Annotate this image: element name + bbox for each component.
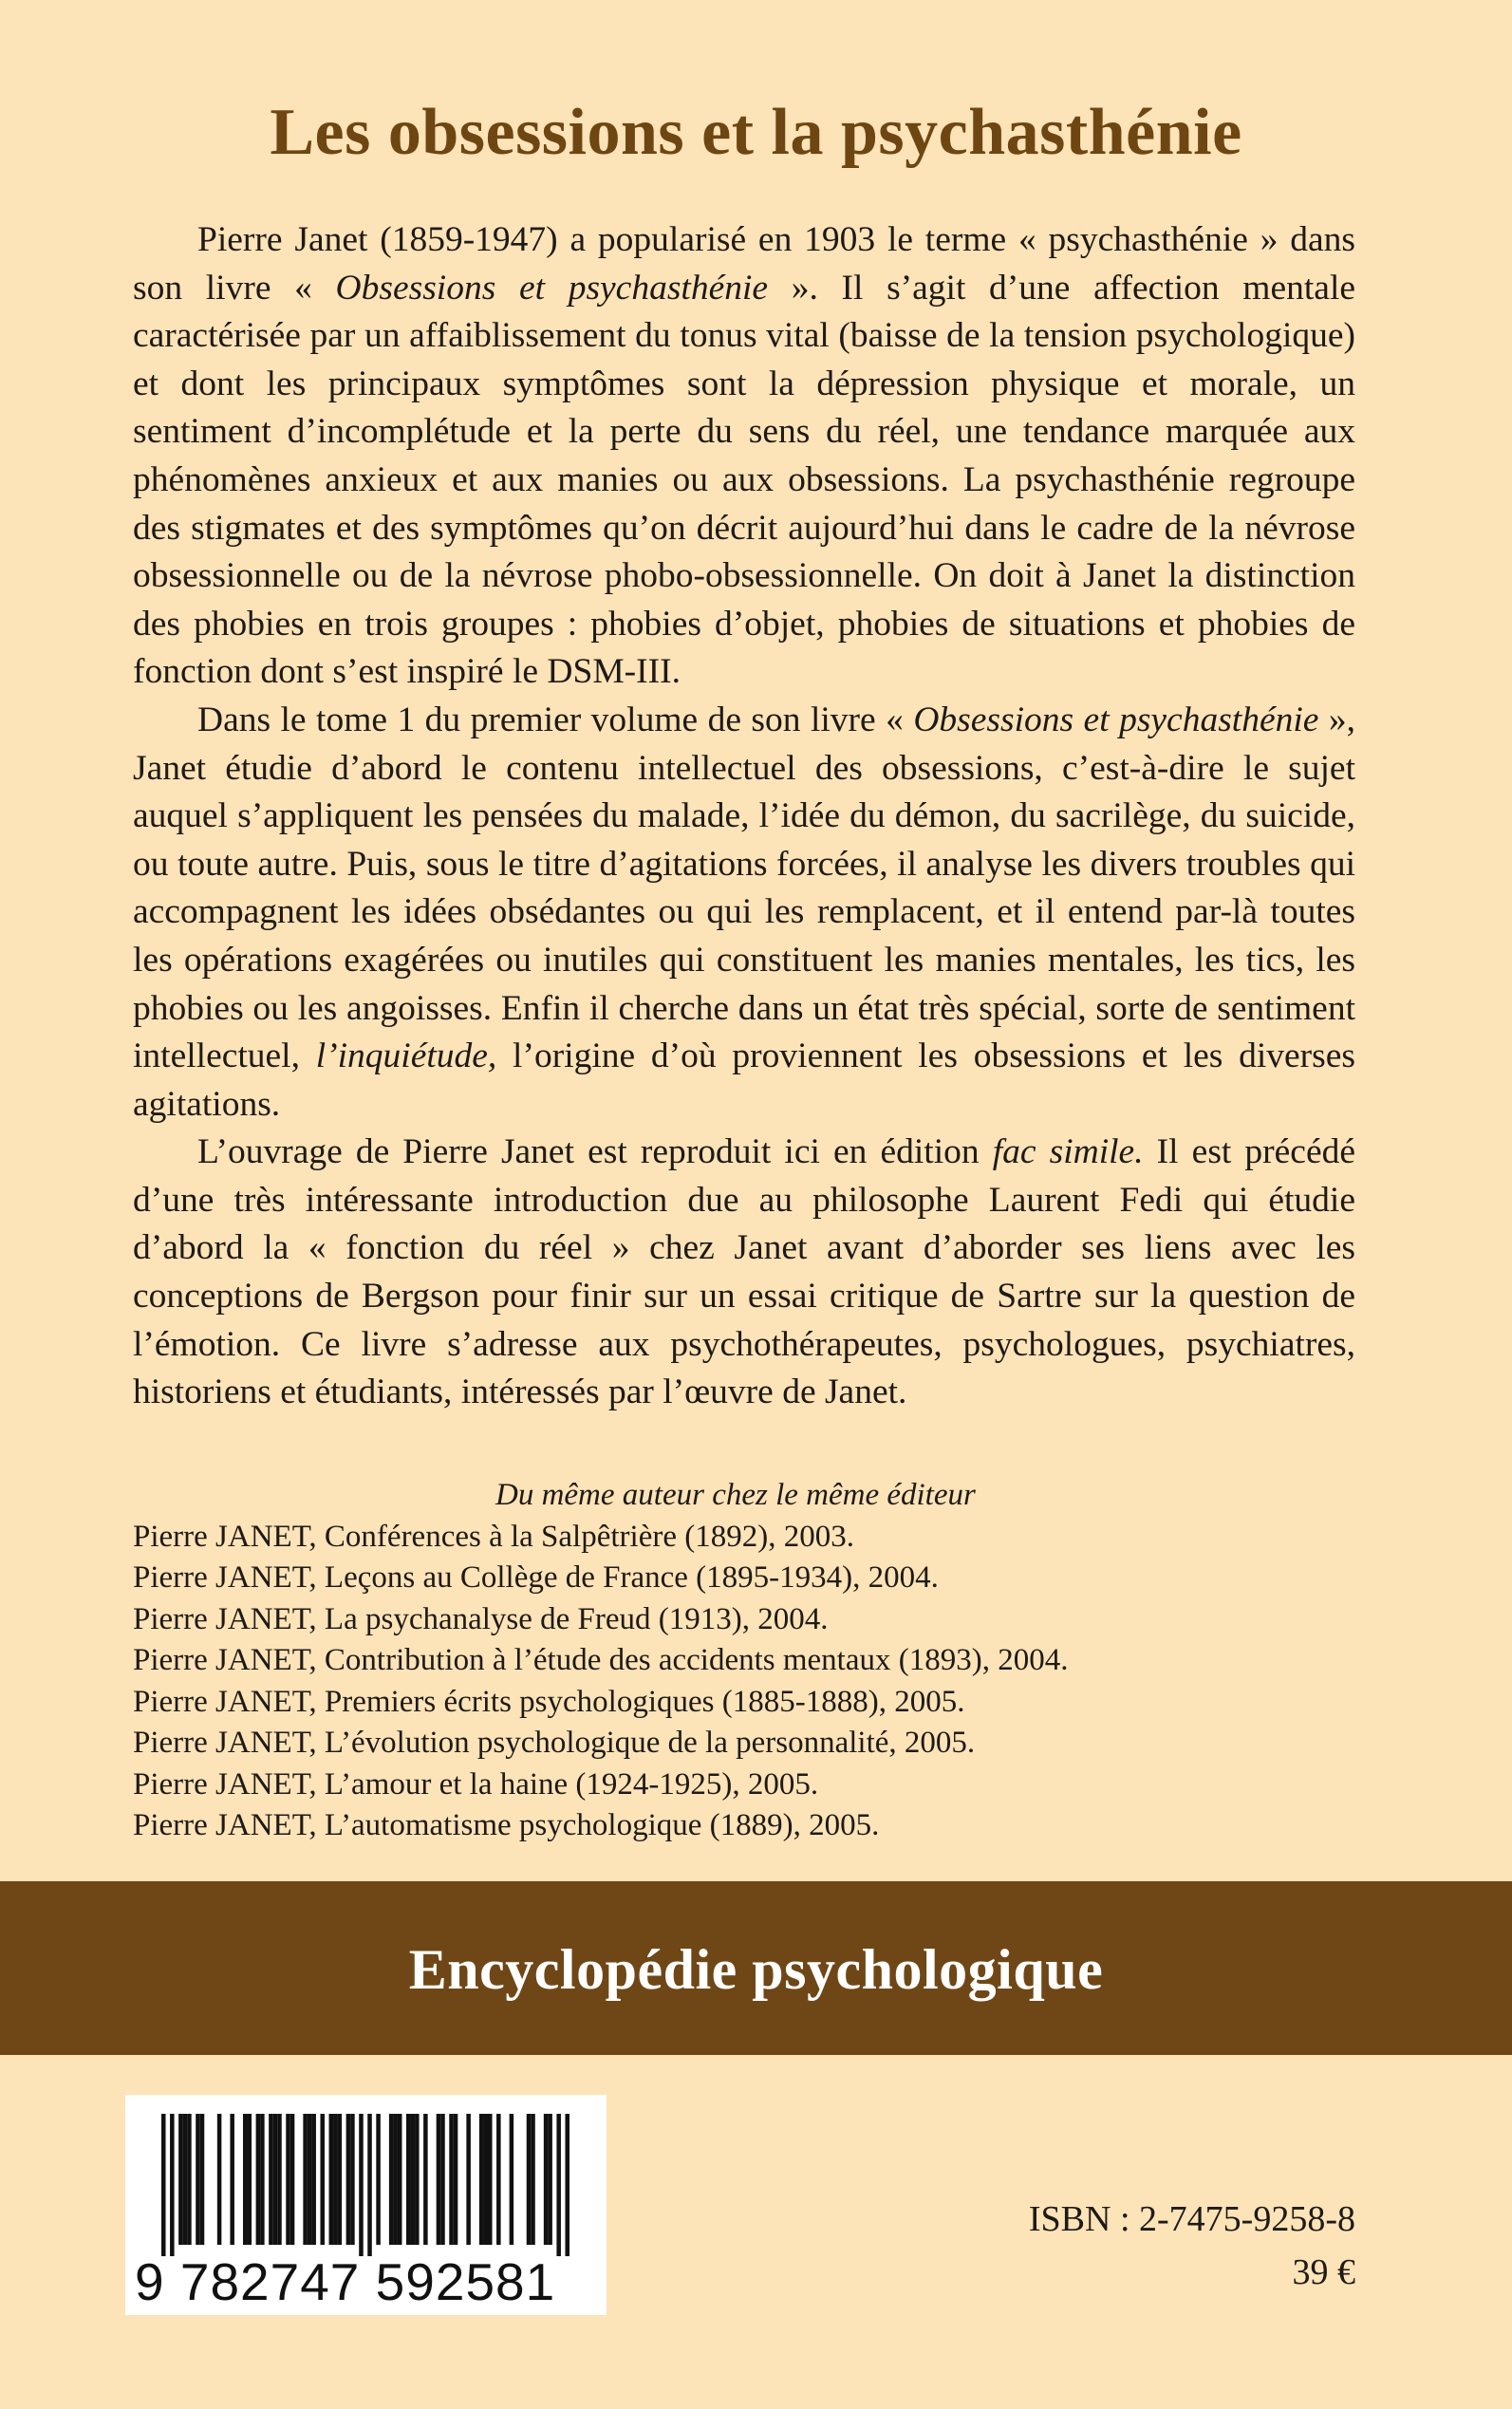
barcode-bar <box>243 2114 248 2245</box>
barcode-bar <box>415 2114 420 2245</box>
isbn: ISBN : 2-7475-9258-8 <box>1028 2199 1355 2239</box>
summary-paragraph <box>133 216 1355 697</box>
barcode-bar <box>303 2114 308 2245</box>
barcode-bar <box>290 2114 295 2245</box>
barcode-bar <box>565 2114 569 2256</box>
barcode-bar <box>548 2114 552 2245</box>
barcode-bar <box>556 2114 561 2256</box>
bibliography-item: Pierre JANET, L’évolution psychologique de la personnalité, 2005. <box>133 1726 976 1760</box>
bibliography-item: Pierre JANET, L’amour et la haine (1924-1925), 2005. <box>133 1766 819 1802</box>
barcode-bar <box>510 2114 514 2245</box>
barcode-bar <box>440 2114 445 2245</box>
barcode-bar <box>273 2114 278 2245</box>
barcode-bar <box>479 2114 484 2245</box>
barcode <box>125 2095 607 2315</box>
barcode-bar <box>393 2114 398 2245</box>
barcode-digits: 9 782747 592581 <box>135 2252 556 2311</box>
barcode-bar <box>196 2114 200 2245</box>
bibliography-list <box>133 1517 1367 1847</box>
bibliography-item: Pierre JANET, Conférences à la Salpêtrière (1892), 2003. <box>133 1519 854 1554</box>
barcode-bar <box>286 2114 290 2245</box>
barcode-bar <box>359 2114 364 2256</box>
italic-run: Obsessions et psychasthénie <box>913 700 1319 739</box>
bibliography-item: Pierre JANET, Premiers écrits psychologiques (1885-1888), 2005. <box>133 1684 965 1719</box>
barcode-bar <box>488 2114 493 2245</box>
text-run: », Janet étudie d’abord le contenu intellectuel des obsessions, c’est-à-dire le sujet auquel s’appliquent les pensées du malade, l’idée du démon, du sacrilège, du suicide, ou toute autre. Puis, sous le titre d’agitations forcées, il analyse les divers troubles qui accompagnent les idées obsédantes ou qui les remplacent, et il entend par-là toutes les opérations exagérées ou inutiles qui constituent les manies mentales, les tics, les phobies ou les angoisses. Enfin il cherche dans un état très spécial, sorte de sentiment intellectuel, <box>133 700 1356 1076</box>
barcode-bar <box>527 2114 532 2245</box>
barcode-bar <box>466 2114 471 2245</box>
page-title: Les obsessions et la psychasthénie <box>270 96 1242 169</box>
barcode-bar <box>423 2114 428 2245</box>
collection-title: Encyclopédie psychologique <box>408 1938 1104 2001</box>
barcode-bar <box>496 2114 501 2245</box>
barcode-bar <box>367 2114 372 2256</box>
text-run: ». Il s’agit d’une affection mentale caractérisée par un affaiblissement du tonus vital (baisse de la tension psychologique) et dont les principaux symptômes sont la dépression physique et morale, un sentiment d’incomplétude et la perte du sens du réel, une tendance marquée aux phénomènes anxieux et aux manies ou aux obsessions. La psychasthénie regroupe des stigmates et des symptômes qu’on décrit aujourd’hui dans le cadre de la névrose obsessionnelle ou de la névrose phobo-obsessionnelle. On doit à Janet la distinction des phobies en trois groupes : phobies d’objet, phobies de situations et phobies de fonction dont s’est inspiré le DSM-III. <box>133 268 1356 692</box>
barcode-bar <box>346 2114 351 2245</box>
barcode-bar <box>398 2114 402 2245</box>
barcode-bar <box>217 2114 222 2245</box>
price: 39 € <box>1292 2252 1355 2292</box>
barcode-bar <box>483 2114 488 2245</box>
barcode-bar <box>449 2114 454 2245</box>
barcode-bar <box>376 2114 381 2245</box>
barcode-bar <box>170 2114 175 2256</box>
barcode-bar <box>200 2114 205 2245</box>
italic-run: Obsessions et psychasthénie <box>335 268 769 308</box>
text-run: Dans le tome 1 du premier volume de son livre « <box>197 700 914 739</box>
summary-paragraph <box>133 1129 1355 1417</box>
barcode-bars <box>161 2114 569 2256</box>
barcode-bar <box>311 2114 316 2245</box>
barcode-bar <box>178 2114 183 2245</box>
barcode-bar <box>183 2114 188 2245</box>
barcode-bar <box>308 2114 312 2245</box>
bibliography-item: Pierre JANET, L’automatisme psychologique (1889), 2005. <box>133 1808 880 1842</box>
barcode-bar <box>256 2114 261 2245</box>
bibliography-item: Pierre JANET, La psychanalyse de Freud (1913), 2004. <box>133 1601 829 1636</box>
barcode-bar <box>260 2114 265 2245</box>
barcode-bar <box>411 2114 416 2245</box>
summary-text <box>133 216 1355 1417</box>
barcode-bar <box>269 2114 273 2245</box>
italic-run: l’inquiétude, <box>315 1036 497 1076</box>
text-run: L’ouvrage de Pierre Janet est reproduit ici en édition <box>197 1132 993 1172</box>
italic-run: fac simile. <box>992 1132 1144 1172</box>
barcode-bar <box>531 2114 535 2245</box>
barcode-bar <box>350 2114 355 2245</box>
barcode-bar <box>161 2114 166 2256</box>
text-run: l’origine d’où proviennent les obsessions et les diverses agitations. <box>133 1036 1355 1124</box>
barcode-bar <box>544 2114 549 2245</box>
barcode-bar <box>277 2114 282 2245</box>
barcode-bar <box>437 2114 441 2245</box>
bibliography-item: Pierre JANET, Leçons au Collège de France (1895-1934), 2004. <box>133 1560 939 1595</box>
barcode-bar <box>248 2114 252 2245</box>
barcode-bar <box>389 2114 394 2245</box>
barcode-bar <box>454 2114 458 2245</box>
summary-paragraph <box>133 697 1355 1129</box>
barcode-bar <box>329 2114 334 2245</box>
barcode-bar <box>187 2114 192 2245</box>
barcode-bar <box>406 2114 411 2245</box>
bibliography-heading: Du même auteur chez le même éditeur <box>495 1478 976 1512</box>
text-run: Pierre Janet (1859-1947) a popularisé en 1903 le terme « psychasthénie » dans son livre « <box>133 220 1355 308</box>
bibliography-item: Pierre JANET, Contribution à l’étude des accidents mentaux (1893), 2004. <box>133 1643 1069 1677</box>
barcode-bar <box>338 2114 343 2245</box>
collection-band <box>0 1881 1512 2055</box>
text-run: Il est précédé d’une très intéressante introduction due au philosophe Laurent Fedi qui étudie d’abord la « fonction du réel » chez Janet avant d’aborder ses liens avec les conceptions de Bergson pour finir sur un essai critique de Sartre sur la question de l’émotion. Ce livre s’adresse aux psychothérapeutes, psychologues, psychiatres, historiens et étudiants, intéressés par l’œuvre de Janet. <box>133 1132 1355 1412</box>
barcode-bar <box>333 2114 338 2245</box>
barcode-bar <box>230 2114 234 2245</box>
barcode-bar <box>320 2114 325 2245</box>
bibliography <box>133 1475 1367 1847</box>
